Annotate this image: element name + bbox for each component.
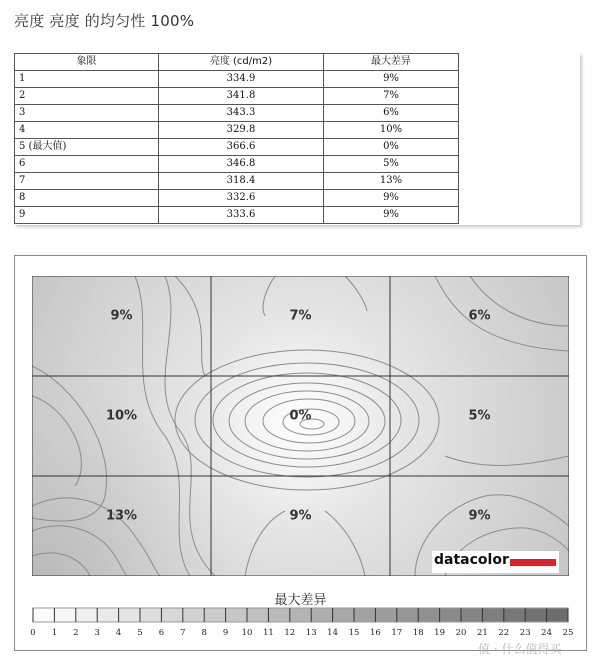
scale-swatch [504, 608, 526, 622]
scale-swatch [268, 608, 290, 622]
scale-tick-label: 5 [137, 628, 143, 638]
scale-tick-label: 17 [391, 628, 403, 638]
table-row [15, 156, 459, 173]
quadrant-cell: 8 [15, 190, 159, 207]
column-header-luminance: 亮度 (cd/m2) [159, 54, 324, 71]
table-row [15, 122, 459, 139]
scale-tick-label: 20 [455, 628, 467, 638]
difference-cell: 10% [324, 122, 459, 139]
table-row [15, 207, 459, 224]
scale-tick-label: 21 [476, 628, 488, 638]
table-row [15, 139, 459, 156]
scale-tick-label: 15 [348, 628, 360, 638]
scale-swatch [461, 608, 483, 622]
difference-cell: 7% [324, 88, 459, 105]
quadrant-cell: 6 [15, 156, 159, 173]
scale-swatch [97, 608, 119, 622]
scale-swatch [204, 608, 226, 622]
scale-tick-label: 23 [519, 628, 531, 638]
scale-swatch [525, 608, 547, 622]
quadrant-cell: 7 [15, 173, 159, 190]
column-header-max-difference: 最大差异 [324, 54, 459, 71]
quadrant-cell: 3 [15, 105, 159, 122]
scale-tick-label: 19 [434, 628, 446, 638]
quadrant-cell: 1 [15, 71, 159, 88]
luminance-cell: 333.6 [159, 207, 324, 224]
scale-swatch [440, 608, 462, 622]
quadrant-cell: 9 [15, 207, 159, 224]
difference-cell: 9% [324, 190, 459, 207]
scale-swatch [54, 608, 76, 622]
scale-swatch [247, 608, 269, 622]
scale-tick-label: 25 [562, 628, 574, 638]
scale-tick-label: 10 [241, 628, 253, 638]
column-header-quadrant: 象限 [15, 54, 159, 71]
zone-label: 5% [468, 408, 491, 424]
quadrant-cell: 2 [15, 88, 159, 105]
uniformity-table [14, 53, 459, 224]
uniformity-table-card [14, 53, 580, 225]
difference-cell: 5% [324, 156, 459, 173]
scale-tick-label: 1 [51, 628, 58, 638]
scale-tick-label: 13 [305, 628, 317, 638]
datacolor-logo [432, 551, 559, 573]
scale-swatch [418, 608, 440, 622]
scale-tick-label: 12 [284, 628, 296, 638]
zone-label: 10% [105, 408, 138, 424]
difference-cell: 9% [324, 71, 459, 88]
luminance-cell: 341.8 [159, 88, 324, 105]
scale-tick-label: 7 [180, 628, 186, 638]
scale-swatch [333, 608, 355, 622]
scale-tick-label: 4 [115, 628, 122, 638]
luminance-cell: 366.6 [159, 139, 324, 156]
zone-label: 9% [468, 508, 491, 524]
scale-tick-label: 14 [327, 628, 339, 638]
uniformity-heatmap-card [14, 255, 587, 651]
zone-label: 13% [105, 508, 138, 524]
luminance-cell: 334.9 [159, 71, 324, 88]
difference-cell: 13% [324, 173, 459, 190]
zone-label: 0% [289, 408, 312, 424]
scale-tick-label: 6 [158, 628, 165, 638]
scale-swatch [119, 608, 141, 622]
table-row [15, 190, 459, 207]
scale-tick-label: 3 [94, 628, 100, 638]
scale-swatch [375, 608, 397, 622]
difference-cell: 6% [324, 105, 459, 122]
page-title: 亮度 亮度 的均匀性 100% [14, 12, 195, 30]
table-row [15, 71, 459, 88]
scale-tick-label: 18 [412, 628, 424, 638]
scale-tick-label: 24 [541, 628, 553, 638]
scale-swatch [311, 608, 333, 622]
scale-swatch [33, 608, 55, 622]
scale-swatch [76, 608, 98, 622]
scale-tick-label: 22 [498, 628, 510, 638]
zone-label: 7% [289, 308, 312, 324]
zone-label: 9% [110, 308, 133, 324]
zone-label: 6% [468, 308, 491, 324]
scale-tick-label: 16 [369, 628, 381, 638]
zone-label: 9% [289, 508, 312, 524]
scale-swatch [397, 608, 419, 622]
luminance-cell: 343.3 [159, 105, 324, 122]
quadrant-cell: 5 (最大值) [15, 139, 159, 156]
scale-swatch [354, 608, 376, 622]
difference-cell: 0% [324, 139, 459, 156]
scale-swatch [161, 608, 183, 622]
scale-swatch [183, 608, 205, 622]
scale-swatch [547, 608, 569, 622]
table-row [15, 105, 459, 122]
luminance-cell: 329.8 [159, 122, 324, 139]
scale-swatch [226, 608, 248, 622]
table-header-row [15, 54, 459, 71]
scale-swatch [140, 608, 162, 622]
scale-tick-label: 9 [222, 628, 229, 638]
scale-tick-label: 8 [201, 628, 207, 638]
scale-title: 最大差异 [274, 593, 327, 608]
brand-name: datacolor [434, 552, 509, 568]
brand-accent-bar [510, 559, 556, 566]
luminance-cell: 318.4 [159, 173, 324, 190]
table-row [15, 88, 459, 105]
scale-tick-label: 0 [30, 628, 36, 638]
scale-tick-label: 11 [262, 628, 274, 638]
scale-swatch [482, 608, 504, 622]
watermark: 值 · 什么值得买 [478, 642, 562, 656]
color-scale [30, 608, 573, 638]
quadrant-cell: 4 [15, 122, 159, 139]
luminance-cell: 346.8 [159, 156, 324, 173]
scale-swatch [290, 608, 312, 622]
table-row [15, 173, 459, 190]
luminance-cell: 332.6 [159, 190, 324, 207]
difference-cell: 9% [324, 207, 459, 224]
scale-tick-label: 2 [73, 628, 79, 638]
